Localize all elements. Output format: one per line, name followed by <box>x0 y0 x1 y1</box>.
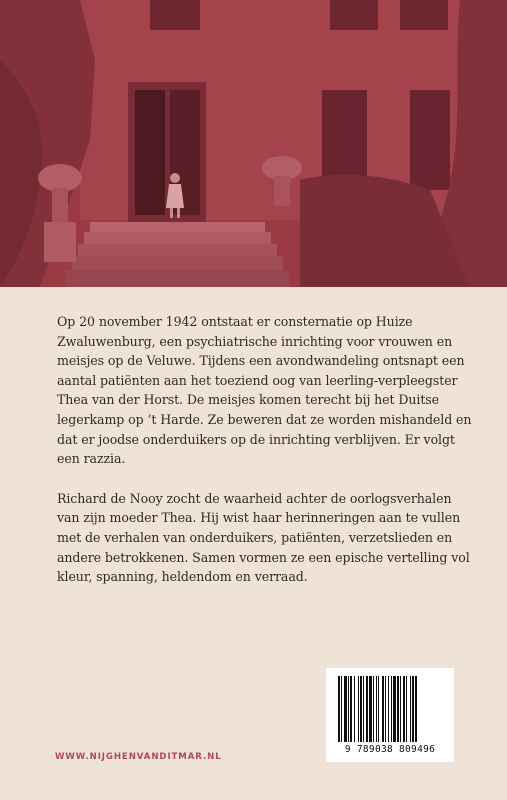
barcode-bar <box>385 676 386 742</box>
barcode-bar <box>363 676 364 742</box>
barcode-bar <box>341 676 342 742</box>
barcode-bar <box>388 676 389 742</box>
blurb-paragraph: Richard de Nooy zocht de waarheid achter de oorlogsverhalen van zijn moeder Thea. Hij wist haar herinneringen aan te vullen met de verhalen van onderduikers, patiënten, verzetslieden en andere betrokkenen. Samen vormen ze een epische vertelling vol kleur, spanning, heldendom en verraad. <box>57 490 470 585</box>
blurb-paragraph: Op 20 november 1942 ontstaat er consternatie op Huize Zwaluwenburg, een psychiatrische inrichting voor vrouwen en meisjes op de Veluwe. Tijdens een avondwandeling ontsnapt een aantal patiënten aan het toeziend oog van leerling-verpleegster Thea van der Horst. De meisjes komen terecht bij het Duitse legerkamp op ’t Harde. Ze beweren dat ze worden mishandeld en dat er joodse onderduikers op de inrichting verblijven. Er volgt een razzia. <box>57 314 472 467</box>
barcode-bar <box>360 676 362 742</box>
barcode-bar <box>391 676 392 742</box>
barcode-bar <box>350 676 352 742</box>
barcode-bar <box>397 676 399 742</box>
barcode-bar <box>406 676 407 742</box>
barcode-bar <box>403 676 405 742</box>
barcode-bar <box>393 676 396 742</box>
back-cover-blurb <box>57 312 477 607</box>
barcode-bar <box>348 676 349 742</box>
barcode-bar <box>354 676 355 742</box>
barcode-bar <box>378 676 379 742</box>
barcode-bar <box>369 676 372 742</box>
publisher-url[interactable]: WWW.NIJGHENVANDITMAR.NL <box>55 752 222 762</box>
house-photo-illustration <box>0 0 507 287</box>
barcode-bar <box>358 676 359 742</box>
barcode-bar <box>412 676 414 742</box>
barcode-bar <box>344 676 347 742</box>
barcode-bar <box>338 676 340 742</box>
barcode-bar <box>382 676 384 742</box>
cover-photo <box>0 0 507 287</box>
barcode-bar <box>366 676 368 742</box>
isbn-number: 9 789038 809496 <box>344 744 436 755</box>
barcode-bar <box>400 676 401 742</box>
barcode-bars <box>338 676 442 742</box>
barcode-bar <box>415 676 417 742</box>
barcode-bar <box>376 676 377 742</box>
barcode-bar <box>373 676 374 742</box>
isbn-barcode <box>326 668 454 762</box>
barcode-bar <box>410 676 411 742</box>
